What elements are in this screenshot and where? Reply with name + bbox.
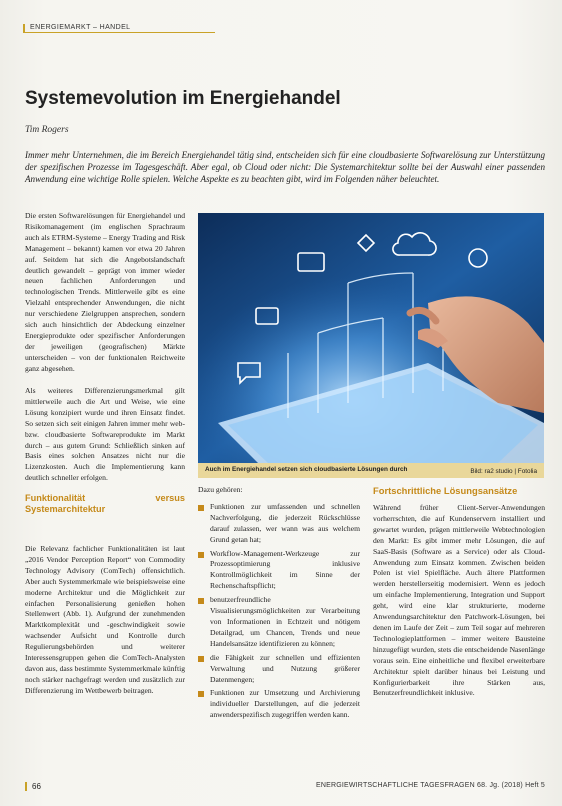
page-number: 66	[25, 782, 41, 791]
body-paragraph: Die ersten Softwarelösungen für Energiehandel und Risikomanagement (im englischen Sprachraum auch als ETRM-Systeme – Energy Trading and Risk Management – bekannt) kamen vor etwa 20 Jahren auf. Seitdem hat sich die Angebotslandschaft deutlich gewandelt – geprägt von immer wieder neuen fachlichen Anforderungen und technologischen Trends. Mittlerweile gibt es eine Vielzahl entsprechender Anwendungen, die nicht nur verschiedene Zielgruppen ansprechen, sondern sich auch hinsichtlich der Abdeckung einzelner Energieprodukte oder spezifischer Anforderungen der jeweiligen (geografischen) Märkte unterscheiden – von der funktionalen Reichweite ganz abgesehen.	[25, 211, 185, 373]
bullet-item: die Fähigkeit zur schnellen und effizienten Verwaltung und Nutzung größerer Datenmengen;	[198, 653, 360, 686]
body-paragraph: Als weiteres Differenzierungsmerkmal gilt mittlerweile auch die Art und Weise, wie eine Lösung konzipiert wurde und ihren Einsatz findet. So setzen sich seit einigen Jahren immer mehr web- bzw. cloudbasierte Softwareprodukte im Markt durch – aus gutem Grund: Schließlich sinken auf Basis eines solchen Ansatzes nicht nur die Lizenzkosten. Auch die Implementierung kann deutlich schneller erfolgen.	[25, 386, 185, 483]
image-credit: Bild: ra2 studio | Fotolia	[470, 468, 537, 475]
bullet-item: benutzerfreundliche Visualisierungsmöglichkeiten zur Verarbeitung von Informationen in Echtzeit und nötigem Detailgrad, um Chancen, Trends und neue Handelsansätze identifizieren zu können;	[198, 595, 360, 650]
body-paragraph: Während früher Client-Server-Anwendungen vorherrschten, die auf Kundenservern installiert und gewartet wurden, prägen mittlerweile Webtechnologien den Markt: Es gibt immer mehr Lösungen, die auf SaaS-Basis (Software as a Service) oder als Cloud-Anwendung zum Einsatz kommen. Zwischen beiden Polen ist viel Spielfläche. Auch ältere Plattformen werden herstellerseitig modernisiert. Wenn es jedoch um einfache Implementierung, Integration und Support geht, wird eine klar strukturierte, moderne Anwendungsarchitektur den Patchwork-Lösungen, bei denen im Laufe der Zeit – zum Teil sogar auf mehreren Technologieplattformen – immer weitere Bausteine hinzugefügt wurden, stets die entscheidende Nasenlänge voraus sein. Eine einheitliche und flexibel erweiterbare Architektur spielt darüber hinaus bei Leistung und Konfigurierbarkeit ihre Stärken aus, Benutzerfreundlichkeit inklusive.	[373, 503, 545, 698]
body-paragraph: Die Relevanz fachlicher Funktionalitäten ist laut „2016 Vendor Perception Report“ von Commodity Technology Advisory (ComTech) offensichtlich. Aber auch Systemmerkmale wie beispielsweise eine moderne Architektur und die Möglichkeit zur einfachen Personalisierung genießen hohen Stellenwert (Abb. 1). Aufgrund der zunehmenden Marktkomplexität und -geschwindigkeit sowie wachsender Aufsicht und Kontrolle durch Regulierungsbehörden und weiterer Interessensgruppen gehen die ComTech-Analysten davon aus, dass bestimmte Systemmerkmale künftig noch stärker nachgefragt werden und zusätzlich zur Differenzierung im Wettbewerb beitragen.	[25, 544, 185, 695]
column-1-middle	[25, 386, 185, 522]
author-name: Tim Rogers	[25, 125, 69, 135]
subheading-solutions: Fortschrittliche Lösungsansätze	[373, 485, 518, 496]
column-1-bottom	[25, 544, 185, 706]
column-1-top	[25, 211, 185, 384]
image-caption-bar	[198, 463, 544, 478]
journal-reference: ENERGIEWIRTSCHAFTLICHE TAGESFRAGEN 68. Jg. (2018) Heft 5	[315, 782, 545, 789]
bullet-item: Funktionen zur Umsetzung und Archivierung individueller Darstellungen, auf die jederzeit anwenderspezifisch zugegriffen werden kann.	[198, 688, 360, 721]
column-2	[198, 485, 360, 724]
cloud-tablet-photo	[198, 213, 544, 463]
subheading-functionality: Funktionalität versus Systemarchitektur	[25, 493, 185, 515]
bullet-item: Workflow-Management-Werkzeuge zur Prozessoptimierung inklusive Kontrollmöglichkeit im Sinne der Rechenschaftspflicht;	[198, 549, 360, 593]
bullet-item: Funktionen zur umfassenden und schnellen Nachverfolgung, die jederzeit Rückschlüsse darauf zulassen, wer wann was aus welchem Grund getan hat;	[198, 502, 360, 546]
lead-paragraph: Immer mehr Unternehmen, die im Bereich Energiehandel tätig sind, entscheiden sich für eine cloudbasierte Softwarelösung zur Unterstützung der spezifischen Prozesse im Tagesgeschäft. Aber egal, ob Cloud oder nicht: Die Systemarchitektur sollte bei der Auswahl einer passenden Anwendung eine wichtige Rolle spielen. Welche Aspekte es zu beachten gibt, wird im Folgenden näher beleuchtet.	[25, 150, 545, 184]
cloud-illustration	[198, 213, 544, 463]
section-label: ENERGIEMARKT – HANDEL	[23, 24, 215, 33]
article-title: Systemevolution im Energiehandel	[25, 88, 341, 109]
column-3	[373, 485, 545, 708]
image-caption: Auch im Energiehandel setzen sich cloudbasierte Lösungen durch	[205, 466, 408, 473]
bullet-intro: Dazu gehören:	[198, 485, 243, 494]
